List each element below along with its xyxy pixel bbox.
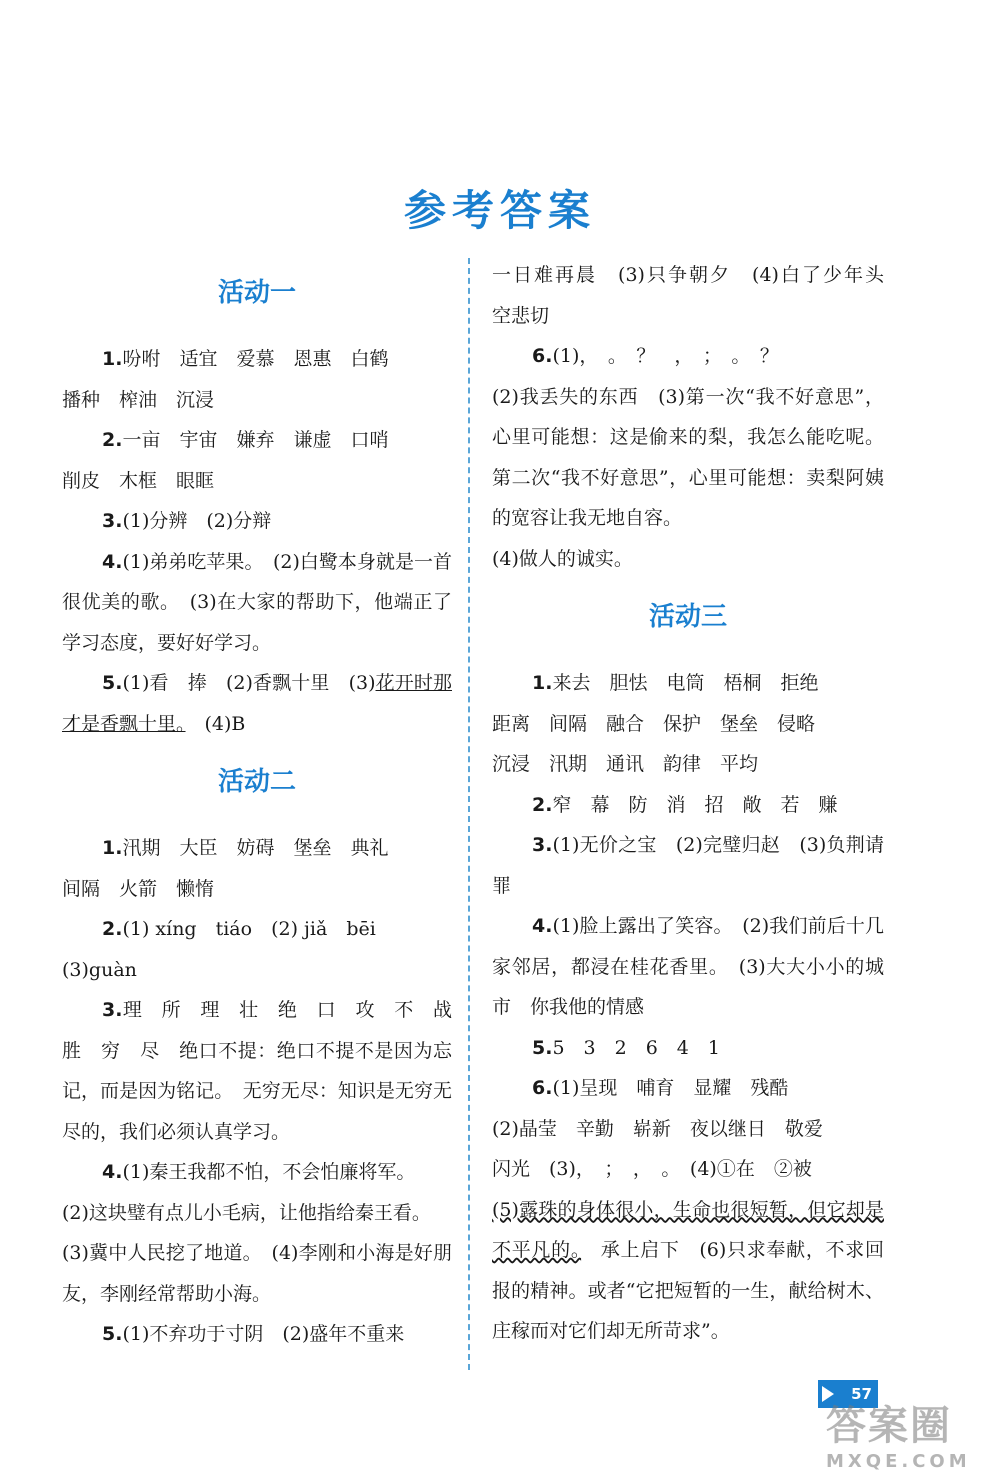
answer-text: 5 3 2 6 4 1 [552, 1036, 720, 1059]
answer-text: (1)看 捧 (2)香飘十里 (3) [122, 672, 376, 694]
answer-text: 一日难再晨 (3)只争朝夕 (4)白了少年头 空悲切 [492, 264, 904, 327]
answer-text: 理 所 理 壮 绝 口 攻 不 战 胜 穷 尽 绝口不提：绝口不提不是因为忘记，而是因为铭记。 无穷无尽：知识是无穷无尽的，我们必须认真学习。 [62, 999, 472, 1143]
right-column [492, 255, 904, 1352]
page-number: 57 [851, 1385, 872, 1403]
answer-number: 4. [102, 1161, 123, 1183]
page-title: 参考答案 [403, 186, 596, 235]
answer-number: 2. [532, 793, 553, 816]
answer-a2-4 [62, 1152, 452, 1193]
answer-text: 承上启下 (6)只求奉献，不求回报的精神。或者“它把短暂的一生，献给树木、庄稼而对它们却无所苛求”。 [492, 1239, 884, 1342]
answer-text: (2)这块璧有点儿小毛病，让他指给秦王看。 [62, 1201, 431, 1224]
answer-a2-2 [62, 909, 452, 950]
answer-number: 3. [102, 999, 123, 1021]
answer-text: 播种 榨油 沉浸 [62, 388, 215, 411]
answer-a3-1 [492, 663, 884, 704]
column-divider [468, 258, 470, 1370]
answer-a3-6 [492, 1068, 884, 1109]
answer-text: (1)无价之宝 (2)完璧归赵 (3)负荆请罪 [492, 834, 884, 897]
answer-a1-5 [62, 663, 452, 744]
answer-number: 4. [532, 915, 553, 937]
answer-text: 间隔 火箭 懒惰 [62, 877, 215, 900]
answer-text: 一亩 宇宙 嫌弃 谦虚 口哨 [122, 429, 389, 451]
answer-a1-1 [62, 339, 452, 380]
answer-number: 1. [102, 348, 123, 370]
answer-text: (1) xíng tiáo (2) jiǎ bēi [122, 918, 376, 940]
answer-a3-2 [492, 785, 884, 826]
answer-a3-5 [492, 1028, 884, 1069]
answer-text: 闪光 (3)， ； ， 。 (4)①在 ②被 [492, 1158, 812, 1180]
answer-text: 吩咐 适宜 爱慕 恩惠 白鹤 [122, 348, 389, 370]
answer-text: 距离 间隔 融合 保护 堡垒 侵略 [492, 712, 816, 735]
answer-text: (1)呈现 哺育 显耀 残酷 [552, 1077, 789, 1099]
answer-text: 沉浸 汛期 通讯 韵律 平均 [492, 753, 759, 775]
answer-text: (3)guàn [62, 958, 137, 981]
underlined-answer: 花开时那才是香飘十里。 [62, 672, 452, 735]
answer-number: 1. [532, 672, 553, 694]
answer-text: (2)晶莹 辛勤 崭新 夜以继日 敬爱 [492, 1117, 823, 1140]
answer-a1-3 [62, 501, 452, 542]
watermark-url: MXQE.COM [826, 1451, 971, 1472]
answer-number: 3. [102, 510, 123, 532]
answer-text: (4)做人的诚实。 [492, 547, 633, 570]
wavy-underlined-answer: (5)露珠的身体很小，生命也很短暂，但它却是不平凡的。 [492, 1198, 884, 1261]
answer-a2-3 [62, 990, 472, 1152]
answer-number: 2. [102, 429, 123, 451]
answer-number: 4. [102, 550, 123, 573]
answer-a3-6-continued [492, 1190, 884, 1352]
answer-a2-6 [492, 336, 884, 377]
answer-text: (2)我丢失的东西 (3)第一次“我不好意思”，心里可能想：这是偷来的梨，我怎么能吃呢。第二次“我不好意思”，心里可能想：卖梨阿姨的宽容让我无地自容。 [492, 385, 884, 529]
answer-text: (1)秦王我都不怕，不会怕廉将军。 [122, 1161, 416, 1183]
answer-text: (1)分辨 (2)分辩 [122, 510, 272, 532]
answer-text: 汛期 大臣 妨碍 堡垒 典礼 [122, 837, 389, 859]
section-heading-activity-3: 活动三 [648, 602, 727, 632]
answer-a3-3 [492, 825, 884, 906]
answer-text: 削皮 木框 眼眶 [62, 469, 215, 492]
answer-number: 2. [102, 918, 123, 940]
answer-number: 5. [102, 1323, 123, 1345]
answer-a1-2 [62, 420, 452, 461]
answer-a2-1 [62, 828, 452, 869]
answer-number: 3. [532, 834, 553, 856]
watermark-logo-text: 答案圈 [826, 1403, 952, 1449]
answer-number: 6. [532, 345, 553, 367]
answer-text: (1)， 。 ？ ， ； 。 ？ [552, 345, 779, 367]
site-watermark [826, 1394, 994, 1476]
answer-text: 来去 胆怯 电筒 梧桐 拒绝 [552, 672, 819, 694]
answer-number: 6. [532, 1077, 553, 1099]
answer-a2-5 [62, 1314, 452, 1355]
answer-text: (1)脸上露出了笑容。 (2)我们前后十几家邻居，都浸在桂花香里。 (3)大大小小的城市 你我他的情感 [492, 915, 884, 1018]
answer-text: (4)B [185, 712, 246, 735]
section-heading-activity-2: 活动二 [217, 767, 296, 797]
answer-a3-4 [492, 906, 884, 1028]
answer-a1-4 [62, 542, 452, 664]
answer-text: (1)弟弟吃苹果。 (2)白鹭本身就是一首很优美的歌。 (3)在大家的帮助下，他端正了学习态度，要好好学习。 [62, 550, 452, 654]
section-heading-activity-1: 活动一 [217, 278, 296, 308]
answer-text: 窄 幕 防 消 招 敞 若 赚 [552, 793, 838, 816]
left-column [62, 255, 472, 1355]
answer-number: 5. [102, 672, 123, 694]
answer-number: 1. [102, 837, 123, 859]
answer-text: (1)不弃功于寸阴 (2)盛年不重来 [122, 1323, 405, 1345]
answer-text: (3)冀中人民挖了地道。 (4)李刚和小海是好朋友，李刚经常帮助小海。 [62, 1242, 452, 1305]
answer-number: 5. [532, 1036, 553, 1059]
